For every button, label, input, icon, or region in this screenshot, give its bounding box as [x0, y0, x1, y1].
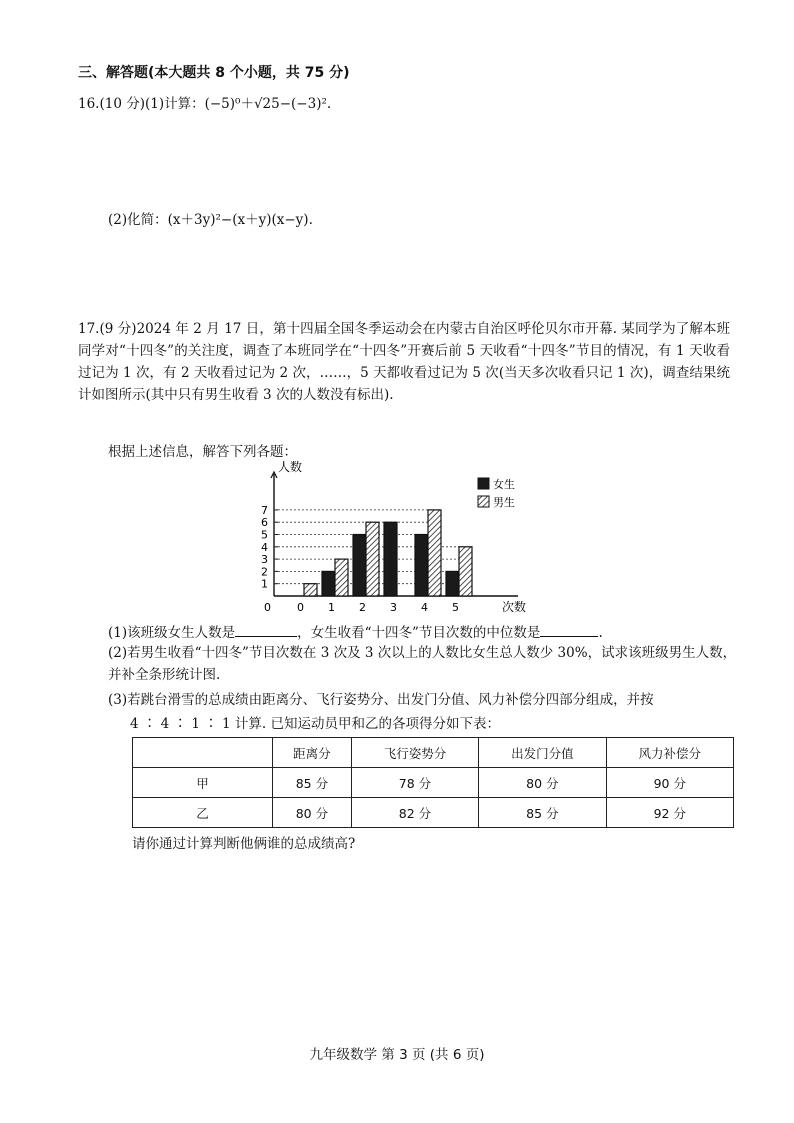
y-tick-label: 1 [261, 577, 268, 591]
page-footer: 九年级数学 第 3 页 (共 6 页) [309, 1047, 485, 1063]
table-header-cell: 出发门分值 [479, 738, 606, 768]
q17-sub2: (2)若男生收看“十四冬”节目次数在 3 次及 3 次以上的人数比女生总人数少 30%，试求该班级男生人数，并补全条形统计图. [108, 645, 737, 683]
y-tick-label: 7 [261, 503, 268, 517]
answer-blank-median[interactable] [540, 623, 598, 637]
x-tick-label: 4 [421, 601, 428, 614]
legend-label-girls: 女生 [493, 478, 515, 491]
bar-boys [428, 510, 441, 596]
table-cell: 甲 [133, 768, 273, 798]
score-table [132, 737, 734, 828]
x-tick-label: 3 [390, 601, 397, 614]
bar-boys [366, 522, 379, 596]
y-tick-label: 5 [261, 528, 268, 542]
q16-part2: (2)化简：(x＋3y)²−(x＋y)(x−y). [108, 212, 313, 228]
bar-girls [353, 535, 366, 597]
y-tick-label: 2 [261, 565, 268, 579]
x-axis-label: 次数 [502, 600, 527, 614]
x-tick-label: 2 [359, 601, 366, 614]
q17-sub1-text-b: ，女生收看“十四冬”节目次数的中位数是 [297, 625, 541, 641]
q17-intro: 17.(9 分)2024 年 2 月 17 日，第十四届全国冬季运动会在内蒙古自治区呼伦贝尔市开幕. 某同学为了解本班同学对“十四冬”的关注度，调查了本班同学在“十四冬”开赛后前 5 天收看“十四冬”节目的情况，有 1 天收看过记为 1 次，有 2 天收看过记为 2 次，……，5 天都收看过记为 5 次(当天多次收看只记 1 次)，调查结果统计如图所示(其中只有男生收看 3 次的人数没有标出). [78, 321, 730, 403]
table-cell: 90 分 [606, 768, 733, 798]
bar-girls [384, 522, 397, 596]
legend-swatch-girls [478, 478, 489, 489]
q17-sub1-text-a: (1)该班级女生人数是 [108, 625, 236, 641]
y-tick-label: 3 [261, 553, 268, 567]
q16-part1: 16.(10 分)(1)计算：(−5)⁰＋√25−(−3)². [78, 96, 332, 112]
y-tick-label: 4 [261, 540, 268, 554]
legend-swatch-boys [478, 496, 489, 507]
table-header-cell [133, 738, 273, 768]
q17-sub1 [108, 621, 603, 641]
table-header-cell: 飞行姿势分 [351, 738, 478, 768]
bar-boys [459, 547, 472, 596]
table-cell: 乙 [133, 798, 273, 828]
answer-blank-girls-count[interactable] [235, 623, 297, 637]
table-row [133, 798, 734, 828]
q17-final-question: 请你通过计算判断他俩谁的总成绩高? [132, 836, 356, 852]
table-cell: 85 分 [273, 768, 352, 798]
bar-girls [415, 535, 428, 597]
table-cell: 82 分 [351, 798, 478, 828]
section-heading: 三、解答题(本大题共 8 个小题，共 75 分) [78, 65, 350, 81]
table-cell: 80 分 [479, 768, 606, 798]
table-row [133, 768, 734, 798]
bar-boys [304, 584, 317, 596]
table-cell: 92 分 [606, 798, 733, 828]
x-tick-label: 0 [297, 601, 304, 614]
y-tick-label: 6 [261, 516, 268, 530]
table-cell: 80 分 [273, 798, 352, 828]
table-header-row [133, 738, 734, 768]
x-tick-label: 1 [328, 601, 335, 614]
bar-girls [446, 571, 459, 596]
q17-sub3-line2: 4 ∶ 4 ∶ 1 ∶ 1 计算. 已知运动员甲和乙的各项得分如下表： [130, 716, 500, 732]
table-cell: 78 分 [351, 768, 478, 798]
q17-sub1-text-c: . [598, 625, 603, 641]
q17-prompt: 根据上述信息，解答下列各题： [108, 444, 297, 460]
table-header-cell: 风力补偿分 [606, 738, 733, 768]
table-cell: 85 分 [479, 798, 606, 828]
table-header-cell: 距离分 [273, 738, 352, 768]
x-tick-label: 0 [264, 601, 271, 614]
y-axis-label: 人数 [278, 460, 303, 474]
q17-sub3-line1: (3)若跳台滑雪的总成绩由距离分、飞行姿势分、出发门分值、风力补偿分四部分组成，并按 [108, 692, 654, 708]
x-tick-label: 5 [452, 601, 459, 614]
bar-girls [322, 571, 335, 596]
legend-label-boys: 男生 [493, 496, 515, 509]
bar-boys [335, 559, 348, 596]
bar-chart [250, 456, 550, 618]
